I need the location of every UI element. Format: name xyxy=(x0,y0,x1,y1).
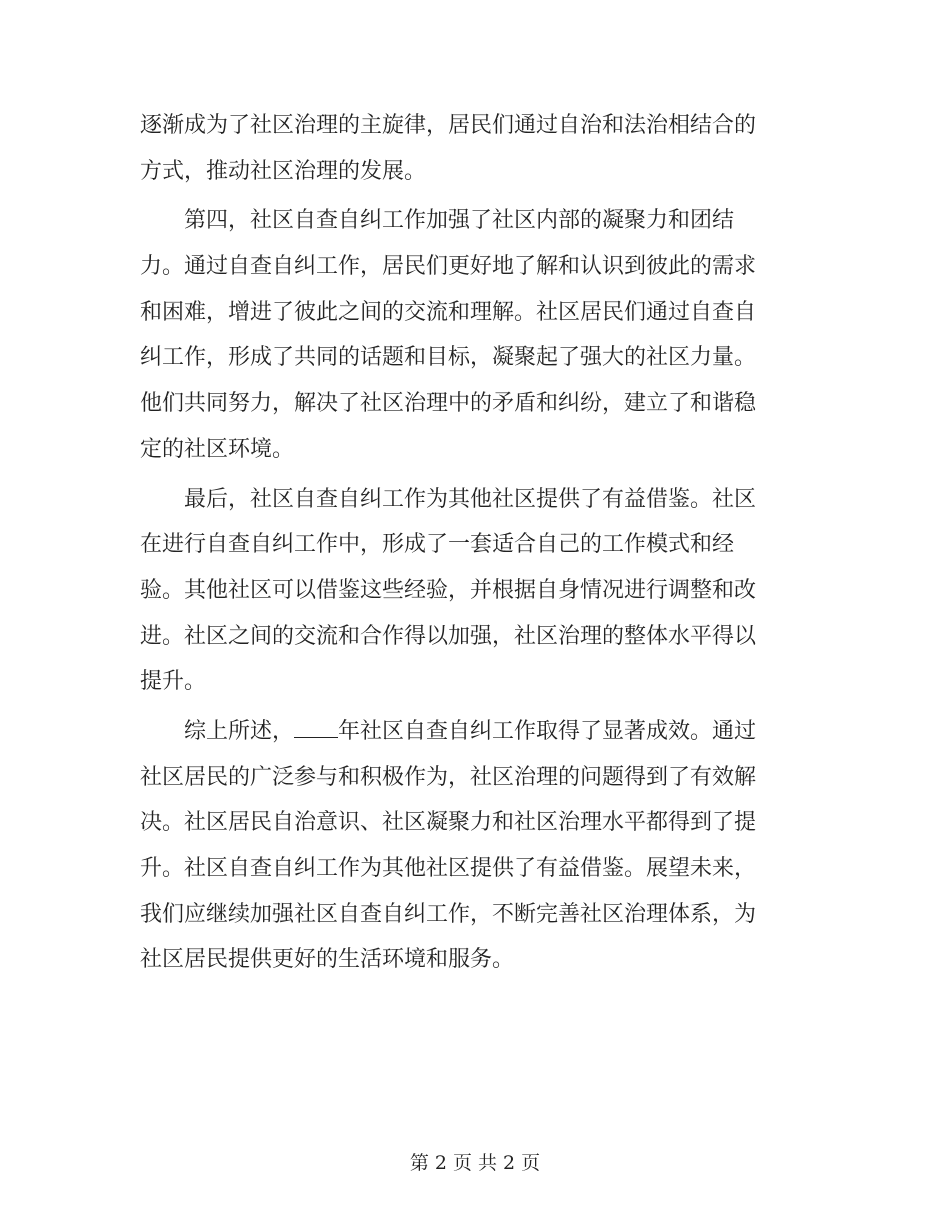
text-line: 纠工作，形成了共同的话题和目标，凝聚起了强大的社区力量。 xyxy=(140,345,757,371)
text-line: 在进行自查自纠工作中，形成了一套适合自己的工作模式和经 xyxy=(140,532,735,558)
document-body xyxy=(140,103,806,983)
text-segment: 综上所述， xyxy=(140,718,295,744)
text-line: 定的社区环境。 xyxy=(140,436,295,462)
text-line: 力。通过自查自纠工作，居民们更好地了解和认识到彼此的需求 xyxy=(140,254,757,280)
text-line: 逐渐成为了社区治理的主旋律，居民们通过自治和法治相结合的 xyxy=(140,113,757,138)
text-line: 验。其他社区可以借鉴这些经验，并根据自身情况进行调整和改 xyxy=(140,577,757,603)
paragraph-2 xyxy=(140,198,806,472)
text-line: 方式，推动社区治理的发展。 xyxy=(140,158,427,184)
text-line: 升。社区自查自纠工作为其他社区提供了有益借鉴。展望未来， xyxy=(140,856,757,881)
year-blank-underline xyxy=(294,712,338,738)
text-line: 社区居民提供更好的生活环境和服务。 xyxy=(140,947,515,973)
paragraph-3 xyxy=(140,477,806,705)
text-line: 和困难，增进了彼此之间的交流和理解。社区居民们通过自查自 xyxy=(140,299,757,325)
paragraph-1 xyxy=(140,103,806,194)
text-line: 最后，社区自查自纠工作为其他社区提供了有益借鉴。社区 xyxy=(140,486,757,512)
paragraph-4 xyxy=(140,709,806,983)
text-line: 提升。 xyxy=(140,669,207,695)
text-line: 他们共同努力，解决了社区治理中的矛盾和纠纷，建立了和谐稳 xyxy=(140,391,757,417)
text-line: 我们应继续加强社区自查自纠工作，不断完善社区治理体系，为 xyxy=(140,901,757,927)
page-number-footer: 第 2 页 共 2 页 xyxy=(409,1152,541,1174)
text-line: 进。社区之间的交流和合作得以加强，社区治理的整体水平得以 xyxy=(140,623,757,649)
text-line: 社区居民的广泛参与和积极作为，社区治理的问题得到了有效解 xyxy=(140,764,757,790)
text-line: 决。社区居民自治意识、社区凝聚力和社区治理水平都得到了提 xyxy=(140,810,757,836)
text-segment: 年社区自查自纠工作取得了显著成效。通过 xyxy=(338,718,757,744)
text-line: 第四，社区自查自纠工作加强了社区内部的凝聚力和团结 xyxy=(140,208,735,234)
text-line-with-blank xyxy=(140,709,806,755)
